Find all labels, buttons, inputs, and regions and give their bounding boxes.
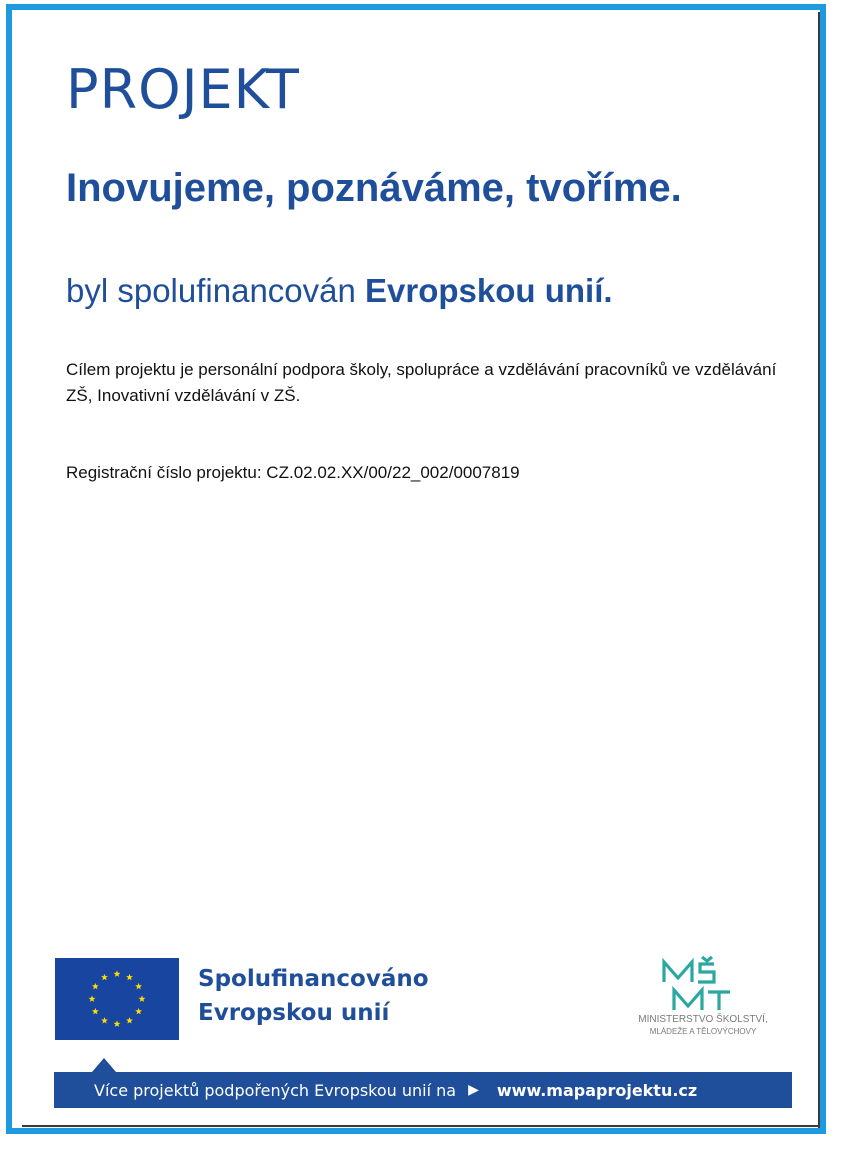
project-headline: Inovujeme, poznáváme, tvoříme.: [66, 166, 682, 210]
cofinance-eu: Evropskou unií.: [365, 272, 613, 309]
project-description: Cílem projektu je personální podpora školy, spolupráce a vzdělávání pracovníků ve vzdělávání ZŠ, Inovativní vzdělávání v ZŠ.: [66, 360, 777, 405]
eu-star-icon: [135, 1008, 142, 1015]
registration-number: Registrační číslo projektu: CZ.02.02.XX/00/22_002/0007819: [66, 463, 520, 482]
eu-star-icon: [139, 995, 146, 1002]
eu-cofinanced-label: [198, 962, 429, 1030]
eu-star-icon: [114, 970, 121, 977]
eu-star-icon: [135, 983, 142, 990]
eu-star-icon: [101, 974, 108, 981]
footer-bar: [54, 1072, 792, 1108]
eu-star-icon: [89, 995, 96, 1002]
cofinance-statement: [66, 272, 613, 310]
eu-star-icon: [92, 1008, 99, 1015]
msmt-caption: [608, 1014, 798, 1038]
msmt-mark-icon: [608, 954, 798, 1014]
eu-star-icon: [126, 974, 133, 981]
eu-label-line1: Spolufinancováno: [198, 966, 429, 992]
play-triangle-icon: ▶: [468, 1082, 479, 1098]
eu-star-icon: [114, 1020, 121, 1027]
msmt-logo: [608, 954, 798, 1046]
eu-star-icon: [101, 1017, 108, 1024]
page-shadow-right: [818, 12, 820, 1128]
eu-star-icon: [126, 1017, 133, 1024]
footer-bar-notch: [92, 1058, 116, 1072]
eu-flag-icon: [55, 958, 179, 1040]
mapaprojektu-link[interactable]: www.mapaprojektu.cz: [496, 1080, 698, 1100]
eu-label-line2: Evropskou unií: [198, 1000, 390, 1026]
page-shadow-bottom: [22, 1125, 820, 1127]
footer-bar-text: Více projektů podpořených Evropskou unií na: [94, 1080, 457, 1100]
msmt-caption-line1: MINISTERSTVO ŠKOLSTVÍ,: [638, 1014, 768, 1025]
cofinance-prefix: byl spolufinancován: [66, 272, 366, 309]
msmt-caption-line2: MLÁDEŽE A TĚLOVÝCHOVY: [649, 1027, 757, 1036]
page-title: PROJEKT: [66, 58, 300, 121]
eu-star-icon: [92, 983, 99, 990]
